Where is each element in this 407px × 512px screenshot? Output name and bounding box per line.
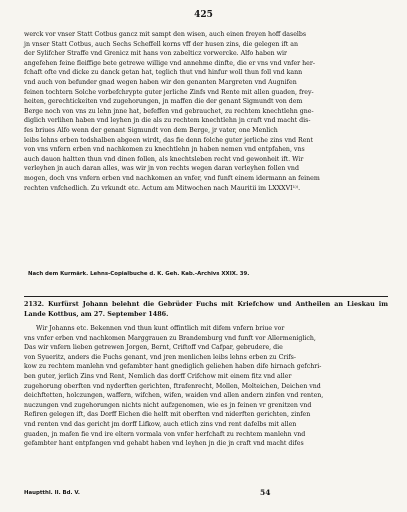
body-line: Refiren gelegen ift, das Dorff Eichen die helft mit oberften vnd niderften gerichten, zinfen [24, 411, 311, 419]
body-line: werck vor vnser Statt Cotbus gancz mit sampt den wisen, auch einen freyen hoff daselbs [24, 31, 307, 38]
document-title: Kurfürst Johann belehnt die Gebrüder Fuchs mit Kriefchow und Antheilen an Lieskau im Lande Kottbus, am 27. September 1486. [24, 300, 388, 318]
body-text-section-1 [24, 30, 388, 193]
body-line: heiten, gerechtickeiten vnd zugehorungen, jn maffen die der genant Sigmundt von dem [24, 98, 303, 106]
document-header [24, 300, 388, 319]
section-divider [24, 296, 388, 297]
body-line: von Syueritz, anders die Fuchs genant, vnd jren menlichen leibs lehns erben zu Crifs- [24, 353, 296, 361]
body-line: vnd renten vnd das gericht jm dorff Lifkow, auch etlich zins vnd rent dafelbs mit allen [24, 420, 297, 428]
body-line: fchaft ofte vnd dicke zu danck getan hat, teglich thut vnd hinfur woll thun foll vnd kann [24, 69, 303, 77]
body-line: der Sylifcher Straffe vnd Grenicz mit hans von zabelticz vorwercke. Alfo haben wir [24, 50, 288, 58]
body-line: feinen tochtern Solche vorbefchrypte guter jerliche Zinfs vnd Rente mit allen guaden, frey- [24, 88, 314, 96]
page-number: 425 [194, 10, 213, 20]
body-line: ben guter, jerlich Zins vnd Rent, Nemlich das dorff Crifchow mit einem fitz vnd aller [24, 372, 292, 380]
body-line: diglich verlihen haben vnd leyhen jn die als zu rechtem knechtlehn jn craft vnd macht dis- [24, 117, 311, 125]
body-line: Wir Johanns etc. Bekennen vnd thun kunt offintlich mit difem vnfern briue vor [36, 325, 285, 332]
body-line: fes briues Alfo wenn der genant Sigmundt von dem Berge, jr vater, one Menlich [24, 126, 278, 134]
body-line: jn vnser Statt Cotbus, auch Sechs Scheffell korns vff der husen zins, die gelegen ift an [24, 40, 298, 48]
body-line: von vns vnfern erben vnd nachkomen zu knechtlehn jn haben nemen vnd entpfahen, vns [24, 146, 305, 154]
body-line: vns vnfer erben vnd nachkomen Marggrauen zu Brandemburg vnd funft vor Allermeniglich, [24, 334, 316, 342]
footer-signature-number: 54 [260, 488, 271, 497]
body-line: guaden, jn mafen fie vnd ire eltern vormala von vnfer herfchaft zu rechtem manlehn vnd [24, 430, 306, 438]
body-line: deichftetten, holczungen, waffern, wifchen, wifen, waiden vnd allen andern zinfen vnd renten, [24, 392, 324, 400]
footer-volume-label: Hauptthl. II. Bd. V. [24, 490, 80, 496]
body-line: nuczungen vnd zugehorungen nichts nicht aufzgenomen, wie es jn feinen vr grenitzen vnd [24, 401, 312, 409]
body-line: kow zu rechtem manlehn vnd gefambter hant gnediglich geliehen haben dife hirnach gefchri- [24, 363, 322, 371]
body-line: angefehen feine fleiffige bete getrewe willige vnd annehme dinfte, die er vns vnd vnfer her- [24, 59, 315, 67]
body-line: zugehorung oberften vnd nyderften gerichten, ftrafenrecht, Mollen, Molteichen, Deichen vnd [24, 382, 321, 390]
body-line: vnd auch von befunder gnad wegen haben wir den genanten Margreten vnd Augnifen [24, 78, 297, 86]
body-line: leibs lehns erben todshalben abgeen wirdt, das fie denn folche guter jerliche zins vnd Rent [24, 136, 313, 144]
body-line: verleyhen jn auch daran alles, was wir jn von rechts wegen daran verleyhen follen vnd [24, 165, 299, 173]
body-line: mogen, doch vns vnfern erben vnd nachkomen an vnfer, vnd funft einem idermann an feinem [24, 174, 320, 182]
body-line: gefambter hant entpfangen vnd gehabt haben vnd leyhen jn die jn craft vnd macht difes [24, 440, 304, 448]
body-line: Berge noch von vns zu lehn jnne hat, befeffen vnd gebrauchet, zu rechtem knechtlehn gne- [24, 107, 314, 115]
body-line: Das wir vnfern lieben getrewen Jorgen, Bernt, Criftoff vnd Cafpar, gebrudere, die [24, 344, 283, 352]
document-number: 2132. [24, 300, 45, 308]
source-footnote: Nach dem Kurmärk. Lehns-Copialbuche d. K. Geh. Kab.-Archivs XXIX. 39. [28, 271, 250, 277]
body-line: rechten vnfchedlich. Zu vrkundt etc. Actum am Mitwochen nach Mauritii im LXXXVI¹⁾⁾. [24, 184, 301, 192]
body-line: auch dauon haltten thun vnd dinen follen, als knechtsleben recht vnd gewonheit ift. Wir [24, 155, 304, 163]
body-text-section-2 [24, 324, 388, 449]
